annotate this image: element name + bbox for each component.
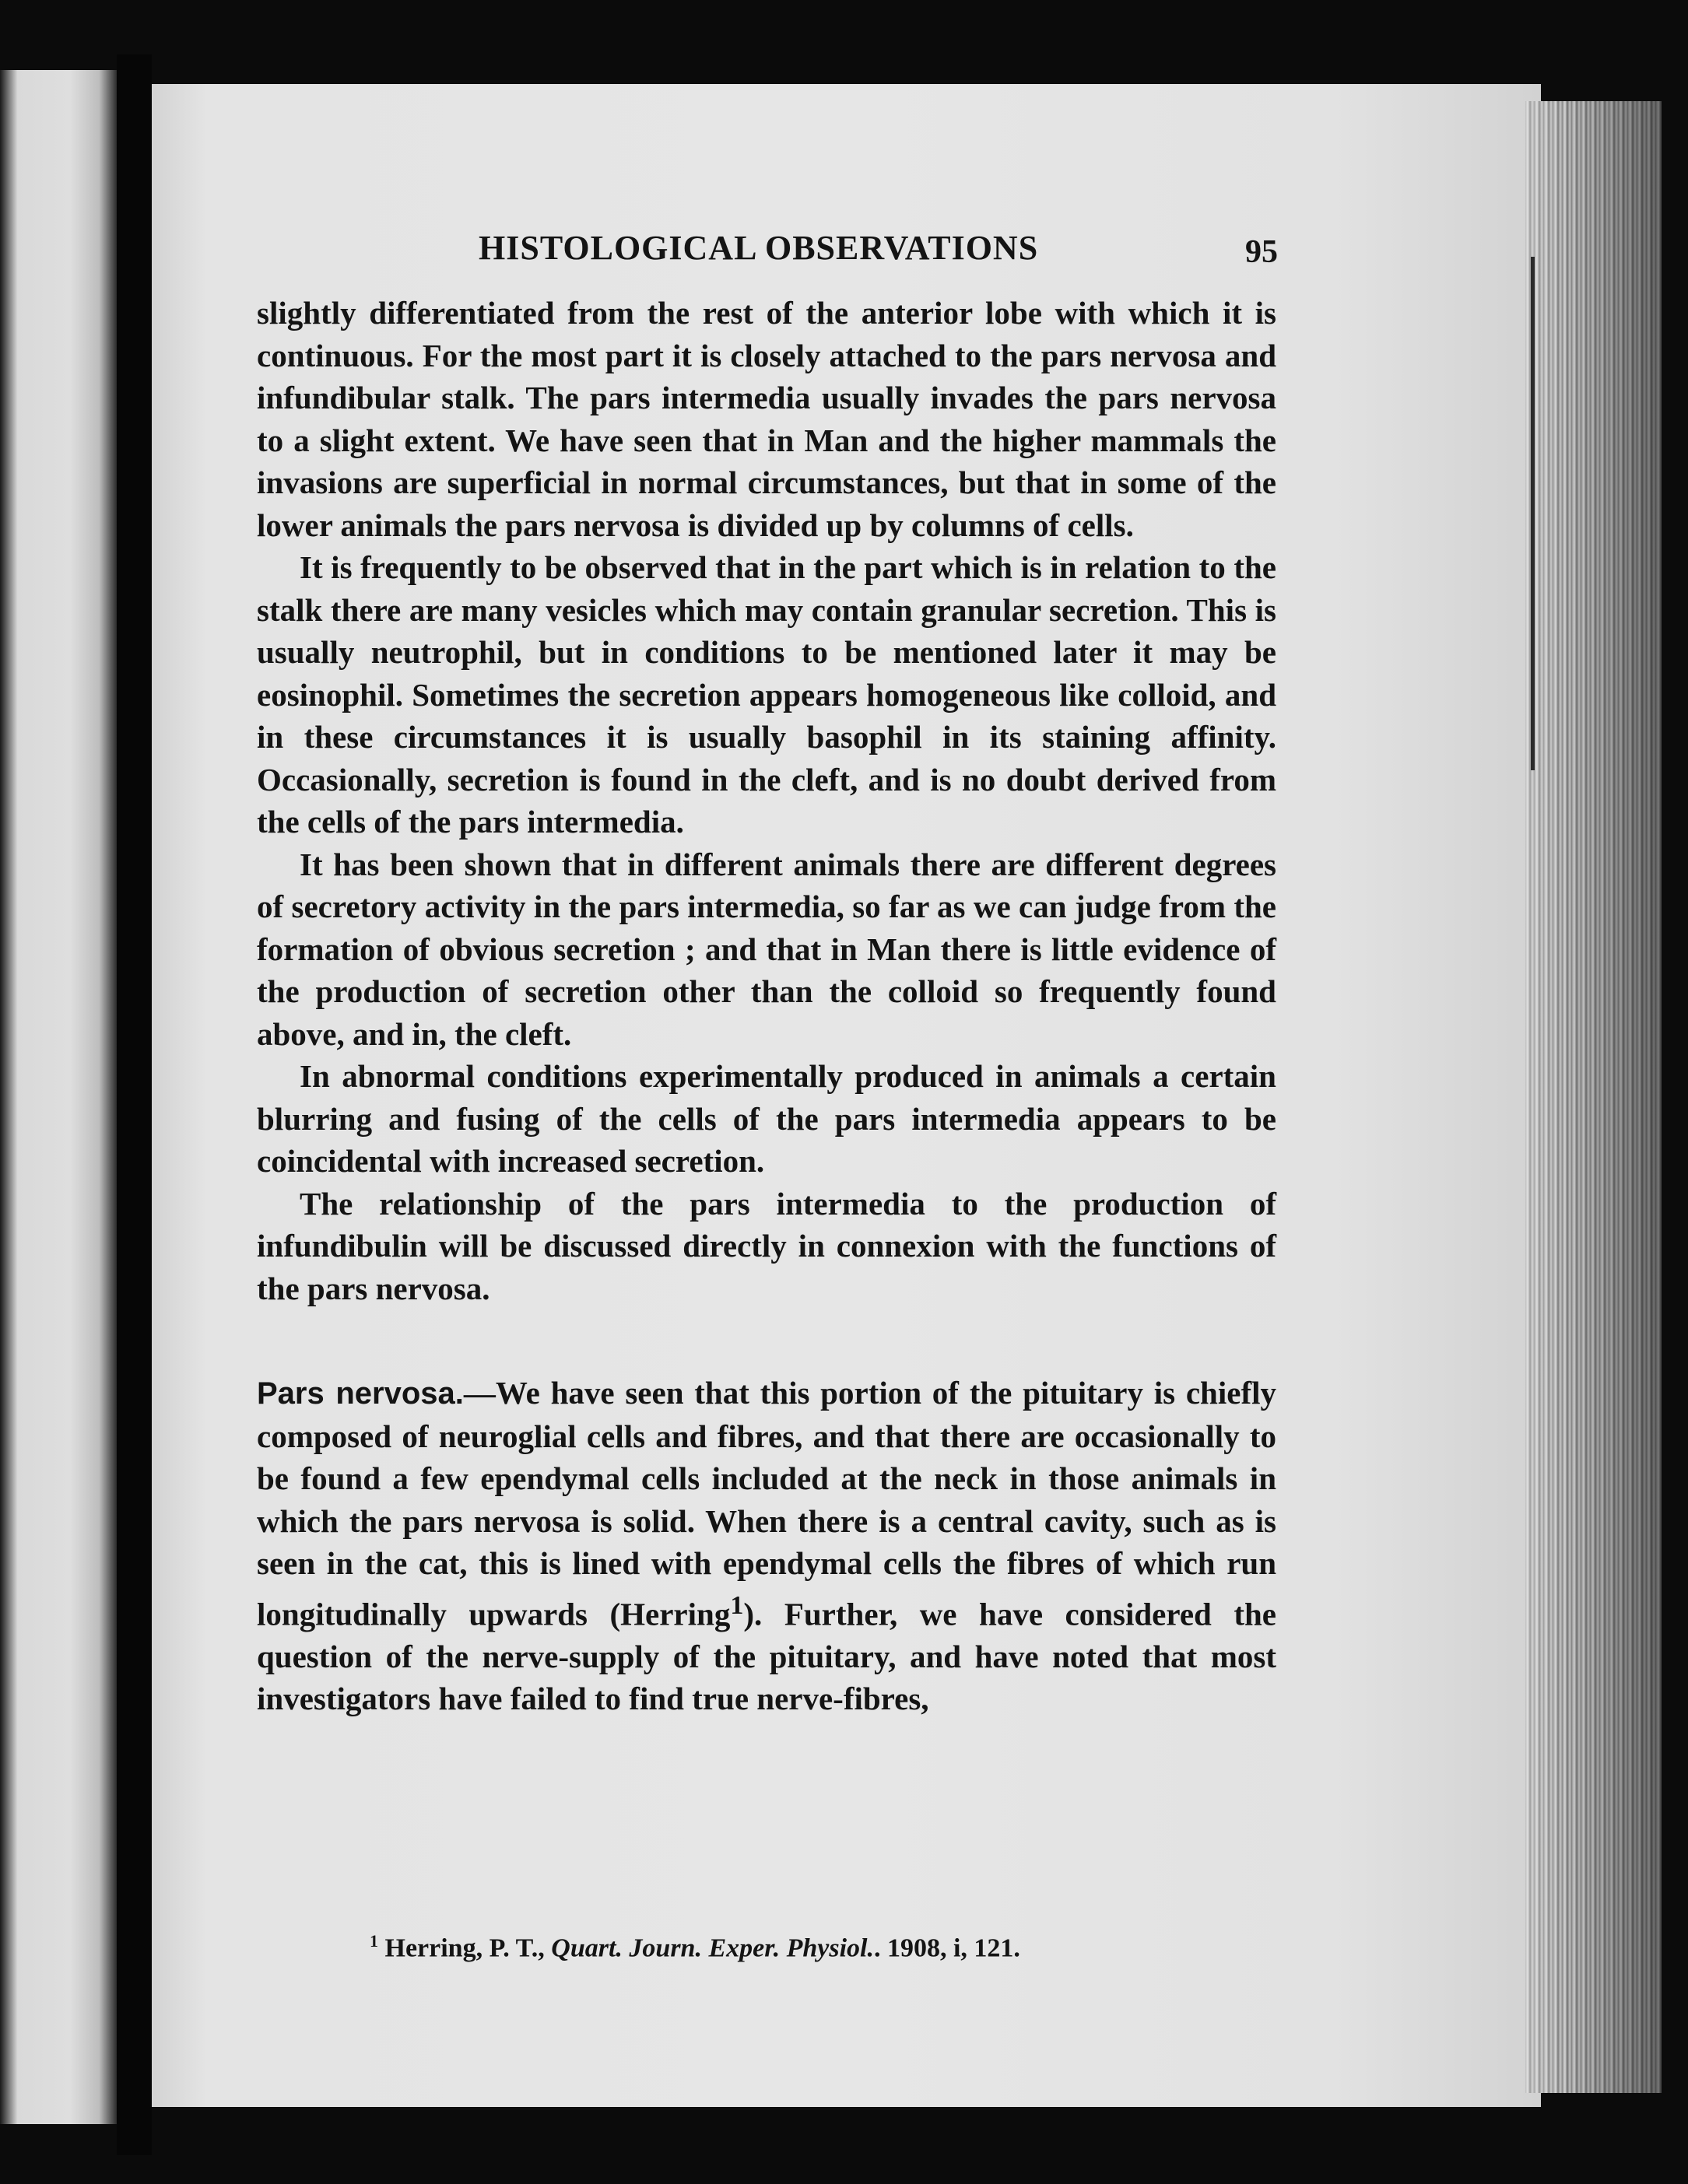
section-dash: —: [463, 1375, 496, 1411]
footnote-reference: 1: [730, 1590, 744, 1620]
book-gutter: [117, 54, 152, 2155]
footnote-author: Herring, P. T.,: [378, 1933, 552, 1963]
footnote-journal: Quart. Journ. Exper. Physiol.: [551, 1933, 874, 1963]
footnote-mark: 1: [370, 1931, 378, 1951]
section-heading: Pars nervosa.: [257, 1376, 464, 1411]
page-edge-shadow: [1525, 101, 1662, 2093]
footnote: [370, 1931, 1226, 1963]
section-pars-nervosa: [257, 1372, 1276, 1720]
paragraph-infundibulin: The relationship of the pars intermedia to the production of infundibulin will be discussed directly in connexion with the functions of the pars nervosa.: [257, 1185, 1276, 1306]
page-edge-line: [1531, 257, 1535, 770]
section-text-end: ). Further, we have considered the question of the nerve-supply of the pituitary, and have noted that most investigators have failed to find true nerve-fibres,: [257, 1596, 1276, 1717]
facing-page-edge: [0, 70, 117, 2124]
footnote-citation: . 1908, i, 121.: [873, 1933, 1020, 1963]
paragraph-continued: slightly differentiated from the rest of the anterior lobe with which it is continuous. For the most part it is closely attached to the pars nervosa and infundibular stalk. The pars intermedia usually invades the pars nervosa to a slight extent. We have seen that in Man and the higher mammals the invasions are superficial in normal circumstances, but that in some of the lower animals the pars nervosa is divided up by columns of cells.: [257, 295, 1276, 543]
section-text-start: We have seen that this portion of the pituitary is chiefly composed of neuroglial cells and fibres, and that there are occasionally to be found a few ependymal cells included at the neck in those animals in which the pars nervosa is solid. When there is a central cavity, such as is seen in the cat, this is lined with ependymal cells the fibres of which run longitudinally upwards (Herring: [257, 1375, 1276, 1632]
page-number: 95: [1245, 234, 1278, 270]
paragraph-abnormal-conditions: In abnormal conditions experimentally produced in animals a certain blurring and fusing of the cells of the pars intermedia appears to be coincidental with increased secretion.: [257, 1058, 1276, 1179]
running-title: HISTOLOGICAL OBSERVATIONS: [479, 229, 1039, 267]
page-body: [257, 292, 1276, 1720]
paragraph-secretion: It is frequently to be observed that in the part which is in relation to the stalk there are many vesicles which may contain granular secretion. This is usually neutrophil, but in conditions to be mentioned later it may be eosinophil. Sometimes the secretion appears homogeneous like colloid, and in these circumstances it is usually basophil in its staining affinity. Occasionally, secretion is found in the cleft, and is no doubt derived from the cells of the pars intermedia.: [257, 549, 1276, 840]
paragraph-secretory-activity: It has been shown that in different animals there are different degrees of secretory activity in the pars intermedia, so far as we can judge from the formation of obvious secretion ; and that in Man there is little evidence of the production of secretion other than the colloid so frequently found above, and in, the cleft.: [257, 846, 1276, 1052]
